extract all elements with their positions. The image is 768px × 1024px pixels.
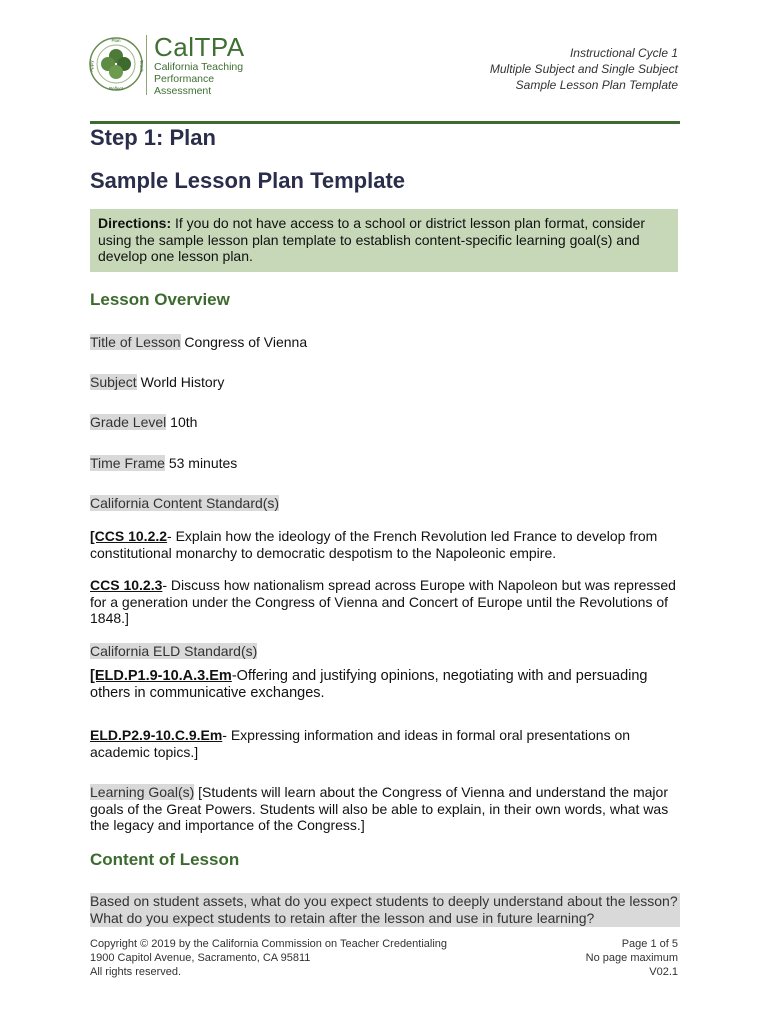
eld-standards-field	[90, 643, 257, 660]
logo-divider	[146, 35, 147, 95]
template-title: Sample Lesson Plan Template	[90, 168, 406, 193]
ccs-10-2-3-text: - Discuss how nationalism spread across Europe with Napoleon but was repressed for a generation under the Congress of Vienna and Concert of Europe until the Revolutions of 1848.]	[90, 577, 676, 626]
footer-version: V02.1	[649, 966, 678, 978]
seal-word-plan: Plan	[111, 38, 121, 43]
logo-subtitle-line1: California Teaching	[154, 61, 244, 73]
content-of-lesson-prompt: Based on student assets, what do you expect students to deeply understand about the lesson? What do you expect students to retain after the lesson and use in future learning?	[90, 893, 680, 927]
logo-subtitle-line2: Performance Assessment	[154, 73, 215, 97]
content-of-lesson-heading: Content of Lesson	[90, 850, 240, 869]
learning-goal-label: Learning Goal(s)	[90, 784, 195, 800]
title-of-lesson-field	[90, 334, 307, 351]
header-line-cycle: Instructional Cycle 1	[569, 46, 678, 60]
subject-field	[90, 374, 224, 391]
eld-p2-text: - Expressing information and ideas in formal oral presentations on academic topics.]	[90, 727, 631, 760]
ccs-10-2-3-code: CCS 10.2.3	[90, 577, 163, 593]
step-title: Step 1: Plan	[90, 125, 216, 150]
header-info	[490, 45, 678, 93]
directions-label: Directions:	[98, 215, 172, 231]
time-frame-field	[90, 455, 237, 472]
caltpa-logo	[88, 33, 273, 97]
grade-level-label: Grade Level	[90, 414, 167, 430]
ccs-10-2-2-code: [CCS 10.2.2	[90, 528, 168, 544]
seal-word-apply: Apply	[89, 60, 94, 72]
logo-wordmark	[154, 33, 273, 97]
grade-level-value: 10th	[166, 414, 198, 430]
directions-text: If you do not have access to a school or district lesson plan format, consider using the sample lesson plan template to establish content-specific learning goal(s) and develop one lesson plan.	[98, 215, 646, 264]
footer-address-line: 1900 Capitol Avenue, Sacramento, CA 95811	[90, 952, 311, 964]
eld-p1-paragraph	[90, 668, 680, 701]
header-line-template: Sample Lesson Plan Template	[515, 78, 678, 92]
title-of-lesson-label: Title of Lesson	[90, 334, 181, 350]
ccs-10-2-2-text: - Explain how the ideology of the French Revolution led France to develop from constitutional monarchy to democratic despotism to the Napoleonic empire.	[90, 528, 658, 561]
header-line-subjects: Multiple Subject and Single Subject	[489, 62, 678, 76]
seal-word-teach: Teach	[139, 59, 144, 73]
time-frame-label: Time Frame	[90, 455, 165, 471]
grade-level-field	[90, 414, 197, 431]
title-of-lesson-value: Congress of Vienna	[180, 334, 308, 350]
seal-word-reflect: Reflect	[108, 86, 124, 91]
subject-label: Subject	[90, 374, 137, 390]
content-standards-field	[90, 495, 279, 512]
eld-p2-paragraph	[90, 727, 680, 760]
subject-value: World History	[136, 374, 225, 390]
footer-page-maximum: No page maximum	[585, 952, 678, 964]
eld-p2-code: ELD.P2.9-10.C.9.Em	[90, 727, 223, 743]
footer-copyright	[90, 937, 447, 979]
footer-page-number: Page 1 of 5	[621, 938, 678, 950]
footer-rights-line: All rights reserved.	[90, 966, 182, 978]
lesson-overview-heading: Lesson Overview	[90, 290, 230, 309]
eld-p1-code: [ELD.P1.9-10.A.3.Em	[90, 668, 232, 684]
time-frame-value: 53 minutes	[164, 455, 238, 471]
footer-page-info	[586, 937, 678, 979]
logo-title: CalTPA	[154, 32, 245, 62]
learning-goal-paragraph	[90, 784, 680, 834]
content-standards-label: California Content Standard(s)	[90, 495, 280, 511]
eld-p1-text: -Offering and justifying opinions, negotiating with and persuading others in communicative exchanges.	[90, 668, 648, 701]
caltpa-seal-icon	[88, 33, 144, 95]
footer-copyright-line: Copyright © 2019 by the California Commission on Teacher Credentialing	[90, 938, 448, 950]
ccs-10-2-3-paragraph	[90, 577, 680, 627]
eld-standards-label: California ELD Standard(s)	[90, 643, 258, 659]
ccs-10-2-2-paragraph	[90, 528, 680, 561]
learning-goal-text: [Students will learn about the Congress of Vienna and understand the major goals of the Great Powers. Students will also be able to explain, in their own words, what was the legacy and importance of the Congress.]	[90, 784, 669, 833]
directions-box	[90, 209, 678, 272]
header-rule	[90, 121, 680, 124]
